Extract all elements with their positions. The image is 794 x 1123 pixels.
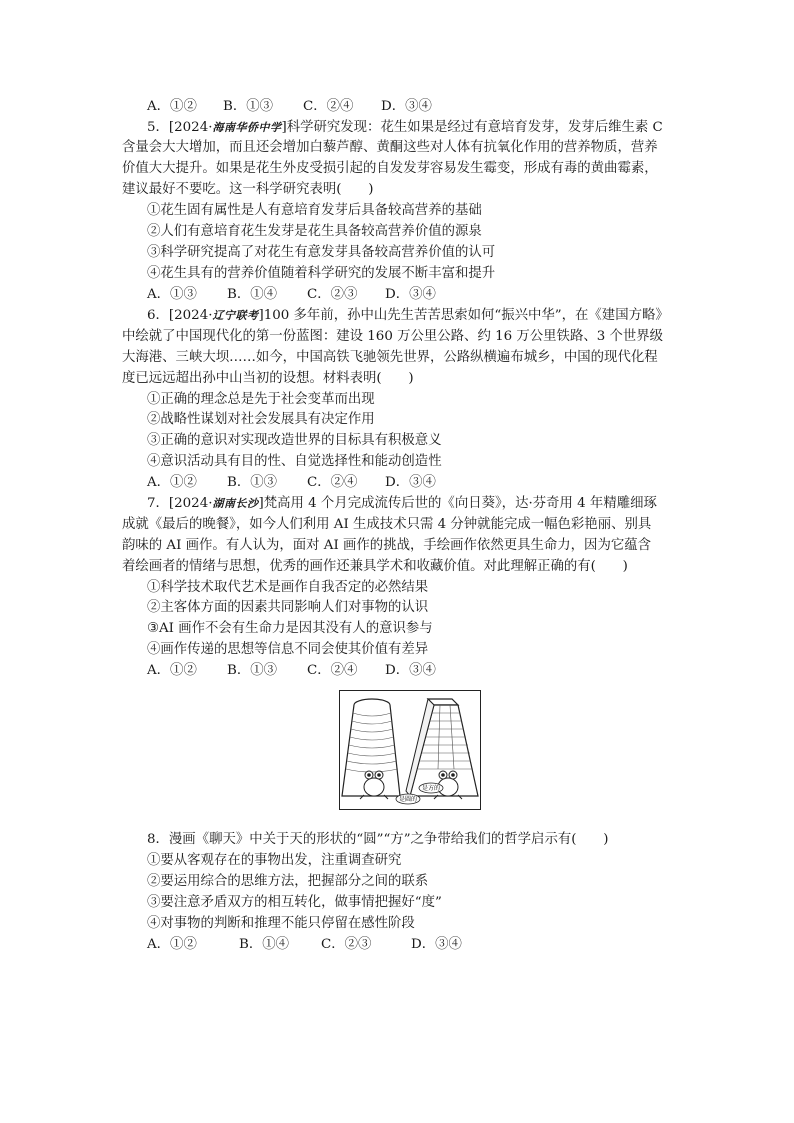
q7-stem-text-1: ]梵高用 4 个月完成流传后世的《向日葵》，达·芬奇用 4 年精雕细琢: [258, 496, 657, 511]
q5-option-b[interactable]: B．①④: [227, 287, 278, 302]
q4-option-d[interactable]: D．③④: [381, 99, 432, 114]
q5-stem-text-1: ]科学研究发现：花生如果是经过有意培育发芽，发芽后维生素 C: [281, 120, 663, 135]
q6-stem-line-4: 度已远远超出孙中山当初的设想。材料表明( ): [122, 371, 414, 386]
q6-option-d[interactable]: D．③④: [385, 475, 436, 490]
q6-item-1: ①正确的理念总是先于社会变革而出现: [147, 392, 375, 407]
q5-option-d[interactable]: D．③④: [385, 287, 436, 302]
q5-number: 5．[2024·: [147, 120, 213, 135]
q8-item-3: ③要注意矛盾双方的相互转化，做事情把握好“度”: [147, 895, 442, 910]
q8-item-2: ②要运用综合的思维方法，把握部分之间的联系: [147, 874, 429, 889]
q7-item-4: ④画作传递的思想等信息不同会使其价值有差异: [147, 642, 429, 657]
q5-stem-line-1: [147, 118, 663, 138]
q7-number: 7．[2024·: [147, 496, 213, 511]
q6-stem-line-2: 中绘就了中国现代化的第一份蓝图：建设 160 万公里公路、约 16 万公里铁路、3 个世界级: [122, 329, 664, 344]
q5-stem-line-4: 建议最好不要吃。这一科学研究表明( ): [122, 182, 374, 197]
q6-option-b[interactable]: B．①③: [227, 475, 278, 490]
q7-option-d[interactable]: D．③④: [385, 663, 436, 678]
q7-stem-line-4: 着绘画者的情绪与思想，优秀的画作还兼具学术和收藏价值。对此理解正确的有( ): [122, 559, 628, 574]
q8-option-c[interactable]: C．②③: [321, 937, 372, 952]
q5-source: 海南华侨中学: [212, 121, 282, 134]
q7-options: [147, 661, 436, 681]
q7-item-2: ②主客体方面的因素共同影响人们对事物的认识: [147, 600, 429, 615]
q7-stem-line-1: [147, 494, 657, 514]
q5-option-c[interactable]: C．②③: [307, 287, 358, 302]
q7-stem-line-3: 韵味的 AI 画作。有人认为，面对 AI 画作的挑战，手绘画作依然更具生命力，因为它蕴含: [122, 538, 652, 553]
cartoon-chat-figure: [339, 690, 481, 810]
q8-stem: 8．漫画《聊天》中关于天的形状的“圆”“方”之争带给我们的哲学启示有( ): [147, 832, 609, 847]
q6-stem-line-1: [147, 306, 669, 326]
q5-item-2: ②人们有意培育花生发芽是花生具备较高营养价值的源泉: [147, 224, 482, 239]
q5-item-1: ①花生固有属性是人有意培育发芽后具备较高营养的基础: [147, 203, 482, 218]
q7-option-b[interactable]: B．①③: [227, 663, 278, 678]
left-bubble-text: 是圆的: [398, 796, 418, 803]
q7-option-a[interactable]: A．①②: [147, 663, 197, 678]
right-bubble-text: 是方的: [421, 785, 441, 792]
q5-item-4: ④花生具有的营养价值随着科学研究的发展不断丰富和提升: [147, 266, 496, 281]
q7-item-1: ①科学技术取代艺术是画作自我否定的必然结果: [147, 580, 429, 595]
q8-option-d[interactable]: D．③④: [411, 937, 462, 952]
frogs-in-wells-illustration: [340, 691, 480, 809]
q5-option-a[interactable]: A．①③: [147, 287, 197, 302]
q4-options: [147, 97, 432, 117]
q6-stem-text-1: ]100 多年前，孙中山先生苦苦思索如何“振兴中华”，在《建国方略》: [258, 308, 669, 323]
q4-option-b[interactable]: B．①③: [223, 99, 274, 114]
q6-number: 6．[2024·: [147, 308, 213, 323]
q6-options: [147, 473, 436, 493]
q7-item-3: ③AI 画作不会有生命力是因其没有人的意识参与: [147, 621, 433, 636]
q8-options: [147, 935, 462, 955]
q7-option-c[interactable]: C．②④: [307, 663, 358, 678]
q5-stem-line-3: 价值大大提升。如果是花生外皮受损引起的自发发芽容易发生霉变，形成有毒的黄曲霉素，: [122, 161, 658, 176]
q7-stem-line-2: 成就《最后的晚餐》，如今人们利用 AI 生成技术只需 4 分钟就能完成一幅色彩艳丽、别具: [122, 517, 652, 532]
q5-stem-line-2: 含量会大大增加，而且还会增加白藜芦醇、黄酮这些对人体有抗氧化作用的营养物质，营养: [122, 140, 658, 155]
q6-item-2: ②战略性谋划对社会发展具有决定作用: [147, 412, 375, 427]
q8-item-1: ①要从客观存在的事物出发，注重调查研究: [147, 853, 402, 868]
q8-option-b[interactable]: B．①④: [239, 937, 290, 952]
q6-option-c[interactable]: C．②④: [307, 475, 358, 490]
q6-stem-line-3: 大海港、三峡大坝……如今，中国高铁飞驰领先世界，公路纵横遍布城乡，中国的现代化程: [122, 350, 658, 365]
q5-item-3: ③科学研究提高了对花生有意发芽具备较高营养价值的认可: [147, 245, 496, 260]
q6-option-a[interactable]: A．①②: [147, 475, 197, 490]
q8-item-4: ④对事物的判断和推理不能只停留在感性阶段: [147, 916, 415, 931]
q4-option-a[interactable]: A．①②: [147, 99, 197, 114]
q8-option-a[interactable]: A．①②: [147, 937, 197, 952]
q6-item-4: ④意识活动具有目的性、自觉选择性和能动创造性: [147, 454, 442, 469]
q6-source: 辽宁联考: [212, 309, 259, 322]
q6-item-3: ③正确的意识对实现改造世界的目标具有积极意义: [147, 433, 442, 448]
q5-options: [147, 285, 436, 305]
q7-source: 湖南长沙: [212, 497, 259, 510]
q4-option-c[interactable]: C．②④: [303, 99, 354, 114]
